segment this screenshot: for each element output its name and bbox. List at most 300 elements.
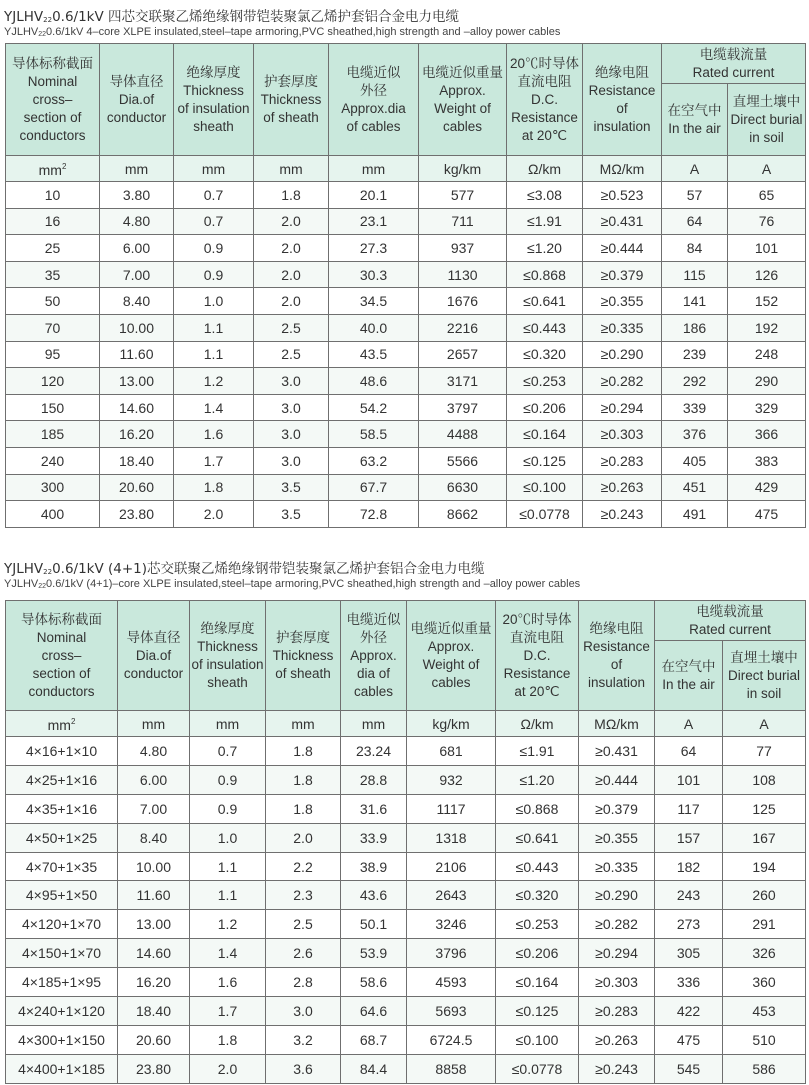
table-cell: ≥0.282 [579,910,655,939]
table-cell: 101 [728,235,806,262]
unit-cell: mm [329,156,419,182]
table-row [6,939,806,968]
table-cell: 248 [728,341,806,368]
unit-cell: MΩ/km [583,156,662,182]
table-cell: 64 [662,208,728,235]
table-cell: 10.00 [118,852,190,881]
table-cell: 3.5 [254,501,329,528]
table-cell: 14.60 [100,394,174,421]
table-cell: ≤0.253 [496,910,579,939]
table-cell: 84.4 [341,1054,407,1083]
table-row [6,341,806,368]
table-cell: ≤0.868 [507,261,583,288]
table-cell: 10 [6,182,100,209]
table-row [6,288,806,315]
table1-subtitle: $YJLHV_{22}0.6/1kV$ 4–core XLPE insulated,steel–tape armoring,PVC sheathed,high strength and –alloy power cables [4,26,561,38]
table-cell: 1117 [407,794,496,823]
table-row [6,794,806,823]
header-rated-current: 电缆载流量 Rated current [662,44,806,84]
table-cell: 1.8 [254,182,329,209]
unit-cell: A [723,711,806,737]
table-cell: 35 [6,261,100,288]
table-cell: 125 [723,794,806,823]
table-cell: 25 [6,235,100,262]
table-row [6,881,806,910]
table-cell: 192 [728,314,806,341]
table-cell: 38.9 [341,852,407,881]
unit-cell: $mm^2$ [6,711,118,737]
table-cell: 4×300+1×150 [6,1025,118,1054]
table-cell: 7.00 [118,794,190,823]
table-cell: 400 [6,501,100,528]
table-row [6,765,806,794]
table-cell: ≥0.379 [579,794,655,823]
table-cell: 1.1 [174,314,254,341]
header-insulation-resistance: 绝缘电阻 Resistance of insulation [583,44,662,156]
table-cell: 1318 [407,823,496,852]
table-cell: 1.2 [190,910,266,939]
table-cell: 0.9 [190,765,266,794]
table-cell: 16.20 [100,421,174,448]
table-cell: ≥0.283 [579,997,655,1026]
table-cell: ≥0.294 [579,939,655,968]
table-cell: 1.6 [174,421,254,448]
table-cell: 194 [723,852,806,881]
table-cell: 239 [662,341,728,368]
table-cell: 20.60 [100,474,174,501]
table-cell: 43.5 [329,341,419,368]
table-cell: ≥0.431 [579,737,655,766]
table-cell: 4×240+1×120 [6,997,118,1026]
table-cell: ≥0.444 [579,765,655,794]
table-row [6,421,806,448]
table-cell: 0.7 [174,208,254,235]
table-cell: 4488 [419,421,507,448]
table-cell: ≤0.125 [507,447,583,474]
unit-cell: mm [174,156,254,182]
table-cell: 2.3 [266,881,341,910]
table-cell: 1.8 [190,1025,266,1054]
header-sheath-thickness: 护套厚度 Thickness of sheath [254,44,329,156]
table-cell: 2.0 [190,1054,266,1083]
table-cell: 50 [6,288,100,315]
table-cell: 1.8 [174,474,254,501]
table-cell: 13.00 [118,910,190,939]
table-cell: ≤1.20 [496,765,579,794]
header-in-air: 在空气中 In the air [662,84,728,156]
table-cell: 2.8 [266,968,341,997]
table-cell: ≤1.91 [507,208,583,235]
header-insulation-thickness: 绝缘厚度 Thickness of insulation sheath [190,601,266,711]
table-cell: 4×70+1×35 [6,852,118,881]
table-cell: 243 [655,881,723,910]
table-cell: 4.80 [118,737,190,766]
table-cell: 115 [662,261,728,288]
unit-cell: A [655,711,723,737]
table-cell: 329 [728,394,806,421]
table-cell: 16 [6,208,100,235]
table-cell: ≥0.290 [579,881,655,910]
table-cell: 64.6 [341,997,407,1026]
table-cell: 14.60 [118,939,190,968]
table-cell: 1.7 [174,447,254,474]
table-cell: 491 [662,501,728,528]
header-rated-current: 电缆载流量 Rated current [655,601,806,641]
table-cell: 273 [655,910,723,939]
table-row [6,823,806,852]
table-cell: 8858 [407,1054,496,1083]
table-cell: 2.0 [254,235,329,262]
table1-title: $YJLHV_{22}0.6/1kV$ 四芯交联聚乙烯绝缘钢带铠装聚氯乙烯护套铝合金电力电缆 [4,9,460,25]
table-cell: 6724.5 [407,1025,496,1054]
table-row [6,394,806,421]
table-cell: 240 [6,447,100,474]
table-cell: 3.0 [254,394,329,421]
table-cell: 336 [655,968,723,997]
table-cell: 3.2 [266,1025,341,1054]
table-cell: 40.0 [329,314,419,341]
table-cell: 292 [662,368,728,395]
table-cell: 1.4 [174,394,254,421]
table-cell: ≥0.523 [583,182,662,209]
cable-spec-table-1 [5,43,806,528]
table-cell: 101 [655,765,723,794]
table-cell: 3246 [407,910,496,939]
table-cell: 2.5 [254,314,329,341]
table-cell: ≤3.08 [507,182,583,209]
table-cell: 157 [655,823,723,852]
table-cell: ≥0.283 [583,447,662,474]
header-sheath-thickness: 护套厚度 Thickness of sheath [266,601,341,711]
table-cell: 2.6 [266,939,341,968]
header-approx-dia: 电缆近似 外径 Approx. dia of cables [341,601,407,711]
table-cell: 545 [655,1054,723,1083]
table-cell: 3.0 [254,368,329,395]
table-cell: 63.2 [329,447,419,474]
table-cell: 681 [407,737,496,766]
table-cell: 1.0 [174,288,254,315]
table-cell: 376 [662,421,728,448]
table-cell: 8662 [419,501,507,528]
table-cell: 11.60 [118,881,190,910]
table-cell: 2.0 [266,823,341,852]
table-cell: ≤0.320 [496,881,579,910]
header-approx-weight: 电缆近似重量 Approx. Weight of cables [419,44,507,156]
table-row [6,1025,806,1054]
table-cell: ≤0.100 [507,474,583,501]
table-cell: 18.40 [100,447,174,474]
table-cell: 70 [6,314,100,341]
header-direct-burial: 直埋土壤中 Direct burial in soil [723,641,806,711]
header-approx-dia: 电缆近似 外径 Approx.dia of cables [329,44,419,156]
table-cell: ≥0.243 [579,1054,655,1083]
table-cell: 76 [728,208,806,235]
table-cell: 10.00 [100,314,174,341]
table-cell: 68.7 [341,1025,407,1054]
table-cell: 3.0 [266,997,341,1026]
table-cell: 53.9 [341,939,407,968]
table-cell: ≥0.355 [583,288,662,315]
table-cell: ≥0.379 [583,261,662,288]
unit-cell: mm [266,711,341,737]
table-cell: 117 [655,794,723,823]
table-cell: 4.80 [100,208,174,235]
table-cell: 3.80 [100,182,174,209]
table-cell: ≤0.320 [507,341,583,368]
table-cell: 150 [6,394,100,421]
table-cell: 2657 [419,341,507,368]
table-cell: ≤0.443 [496,852,579,881]
table-cell: 0.9 [190,794,266,823]
header-direct-burial: 直埋土壤中 Direct burial in soil [728,84,806,156]
header-insulation-thickness: 绝缘厚度 Thickness of insulation sheath [174,44,254,156]
table-row [6,737,806,766]
table-row [6,852,806,881]
table-cell: 72.8 [329,501,419,528]
table-cell: ≥0.263 [583,474,662,501]
table-cell: 290 [728,368,806,395]
header-cross-section: 导体标称截面 Nominal cross– section of conductors [6,44,100,156]
table-cell: 4×35+1×16 [6,794,118,823]
table-cell: ≤0.206 [496,939,579,968]
table-cell: ≤1.20 [507,235,583,262]
table-cell: 34.5 [329,288,419,315]
table-cell: ≥0.282 [583,368,662,395]
table-cell: 475 [655,1025,723,1054]
table-cell: ≤0.100 [496,1025,579,1054]
table-cell: 2.0 [254,288,329,315]
table-cell: 186 [662,314,728,341]
table2-title: $YJLHV_{22}0.6/1kV$ (4+1)芯交联聚乙烯绝缘钢带铠装聚氯乙烯护套铝合金电力电缆 [4,561,485,577]
table-cell: 1.1 [190,852,266,881]
table-cell: ≤1.91 [496,737,579,766]
header-in-air: 在空气中 In the air [655,641,723,711]
table-cell: 0.7 [190,737,266,766]
table-cell: 4×185+1×95 [6,968,118,997]
table-cell: 141 [662,288,728,315]
cable-spec-table-2 [5,600,806,1084]
table-cell: ≥0.431 [583,208,662,235]
table-cell: 3.0 [254,421,329,448]
table-cell: 1676 [419,288,507,315]
table-row [6,447,806,474]
table-cell: ≥0.243 [583,501,662,528]
table-cell: 4×120+1×70 [6,910,118,939]
table-cell: ≥0.303 [579,968,655,997]
table2-subtitle: $YJLHV_{22}0.6/1kV$ (4+1)–core XLPE insulated,steel–tape armoring,PVC sheathed,high strength and –alloy power cables [4,578,581,590]
table-cell: 6630 [419,474,507,501]
header-conductor-dia: 导体直径 Dia.of conductor [100,44,174,156]
table-cell: 13.00 [100,368,174,395]
table-cell: 57 [662,182,728,209]
unit-cell: mm [190,711,266,737]
unit-cell: Ω/km [496,711,579,737]
table-cell: 67.7 [329,474,419,501]
header-dc-resistance: 20℃时导体直流电阻 D.C. Resistance at 20℃ [507,44,583,156]
table-cell: 167 [723,823,806,852]
table-cell: 3171 [419,368,507,395]
unit-cell: kg/km [419,156,507,182]
table-row [6,261,806,288]
table-cell: 7.00 [100,261,174,288]
table-cell: 23.24 [341,737,407,766]
unit-cell: mm [341,711,407,737]
table-cell: 18.40 [118,997,190,1026]
table-cell: 95 [6,341,100,368]
table-cell: ≤0.164 [496,968,579,997]
table-cell: ≥0.355 [579,823,655,852]
table-row [6,208,806,235]
table-cell: 3797 [419,394,507,421]
table-cell: 1.2 [174,368,254,395]
table-cell: 0.7 [174,182,254,209]
table-row [6,474,806,501]
unit-cell: $mm^2$ [6,156,100,182]
table-cell: 4×50+1×25 [6,823,118,852]
table-cell: 4×95+1×50 [6,881,118,910]
table-cell: 3.5 [254,474,329,501]
table-cell: 27.3 [329,235,419,262]
header-insulation-resistance: 绝缘电阻 Resistance of insulation [579,601,655,711]
table-cell: 2643 [407,881,496,910]
table-cell: ≤0.868 [496,794,579,823]
table-cell: 6.00 [118,765,190,794]
table-cell: 58.6 [341,968,407,997]
unit-cell: MΩ/km [579,711,655,737]
table-cell: ≤0.641 [496,823,579,852]
table-cell: 5693 [407,997,496,1026]
table-cell: ≤0.0778 [507,501,583,528]
unit-cell: mm [118,711,190,737]
unit-cell: mm [254,156,329,182]
table-cell: 33.9 [341,823,407,852]
table-cell: 4593 [407,968,496,997]
table-cell: 510 [723,1025,806,1054]
table-cell: 2106 [407,852,496,881]
table-cell: 108 [723,765,806,794]
table-cell: 2.5 [254,341,329,368]
table-cell: 422 [655,997,723,1026]
table-cell: 1130 [419,261,507,288]
table-row [6,997,806,1026]
table-cell: 2.2 [266,852,341,881]
table-cell: 2.0 [174,501,254,528]
table-cell: 54.2 [329,394,419,421]
table-cell: 326 [723,939,806,968]
table-cell: ≥0.294 [583,394,662,421]
table-cell: 0.9 [174,261,254,288]
header-cross-section: 导体标称截面 Nominal cross– section of conductors [6,601,118,711]
table-cell: 1.7 [190,997,266,1026]
table-row [6,968,806,997]
table-row [6,1054,806,1083]
table-cell: 451 [662,474,728,501]
table-cell: 28.8 [341,765,407,794]
table-cell: 126 [728,261,806,288]
table-cell: 48.6 [329,368,419,395]
table-cell: 4×150+1×70 [6,939,118,968]
table-cell: 20.1 [329,182,419,209]
table-cell: 185 [6,421,100,448]
table-cell: 453 [723,997,806,1026]
header-conductor-dia: 导体直径 Dia.of conductor [118,601,190,711]
table-cell: ≥0.335 [583,314,662,341]
header-dc-resistance: 20℃时导体直流电阻 D.C. Resistance at 20℃ [496,601,579,711]
table-cell: ≤0.125 [496,997,579,1026]
table-cell: 1.8 [266,737,341,766]
table-cell: 182 [655,852,723,881]
table-cell: 1.6 [190,968,266,997]
table-cell: 1.1 [190,881,266,910]
table-cell: 360 [723,968,806,997]
unit-cell: A [728,156,806,182]
table-cell: 3.0 [254,447,329,474]
table-cell: ≤0.164 [507,421,583,448]
table-cell: ≤0.206 [507,394,583,421]
table-cell: 8.40 [118,823,190,852]
table-cell: ≥0.335 [579,852,655,881]
table-cell: 1.0 [190,823,266,852]
table-cell: 300 [6,474,100,501]
table-cell: ≥0.303 [583,421,662,448]
table-cell: 2.5 [266,910,341,939]
table-cell: 1.1 [174,341,254,368]
table-cell: 366 [728,421,806,448]
table-cell: 30.3 [329,261,419,288]
table-cell: 3.6 [266,1054,341,1083]
table-cell: 405 [662,447,728,474]
table-row [6,368,806,395]
table-cell: 23.1 [329,208,419,235]
table-cell: 4×16+1×10 [6,737,118,766]
table-cell: 50.1 [341,910,407,939]
table-cell: ≤0.443 [507,314,583,341]
table-cell: 3796 [407,939,496,968]
table-cell: 23.80 [100,501,174,528]
table-cell: 429 [728,474,806,501]
table-cell: 339 [662,394,728,421]
table-cell: 383 [728,447,806,474]
table-cell: 31.6 [341,794,407,823]
table-row [6,910,806,939]
table-row [6,235,806,262]
unit-cell: kg/km [407,711,496,737]
table-cell: 2216 [419,314,507,341]
table-cell: 43.6 [341,881,407,910]
table-cell: ≤0.641 [507,288,583,315]
table-row [6,501,806,528]
table-cell: 260 [723,881,806,910]
table-cell: 6.00 [100,235,174,262]
table-cell: 77 [723,737,806,766]
table-cell: 20.60 [118,1025,190,1054]
table-cell: 1.4 [190,939,266,968]
table-cell: ≥0.444 [583,235,662,262]
unit-cell: A [662,156,728,182]
table-cell: 0.9 [174,235,254,262]
unit-cell: mm [100,156,174,182]
table-cell: 291 [723,910,806,939]
table-cell: 1.8 [266,794,341,823]
table-cell: ≤0.253 [507,368,583,395]
table-cell: 4×25+1×16 [6,765,118,794]
table-cell: 58.5 [329,421,419,448]
table-cell: ≤0.0778 [496,1054,579,1083]
table-cell: 64 [655,737,723,766]
table-cell: 152 [728,288,806,315]
table-cell: 2.0 [254,261,329,288]
table-cell: 11.60 [100,341,174,368]
